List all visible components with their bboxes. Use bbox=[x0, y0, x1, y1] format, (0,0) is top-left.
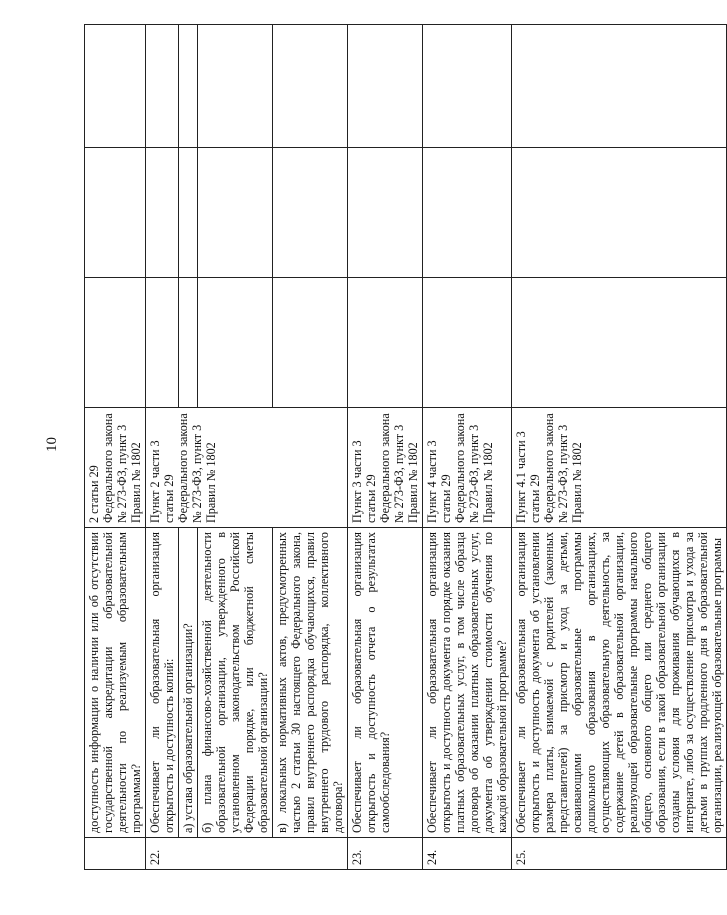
table-row bbox=[512, 25, 727, 870]
notes-cell bbox=[348, 25, 423, 148]
table-row bbox=[146, 25, 179, 870]
notes-cell bbox=[512, 25, 727, 148]
notes-cell bbox=[85, 25, 146, 148]
rotated-table-container bbox=[84, 25, 724, 870]
question-cell: Обеспечивает ли образовательная организация открытость и доступность документа об установлении размера платы, взимаемой с родителей (законных представителей) за присмотр и уход за детьми, осваивающими образовательные программы дошкольного образования в организациях, осуществляющих образовательную деятельность, за содержание детей в образовательной организации, реализующей образовательные программы начального общего, основного общего или среднего общего образования, если в такой образовательной организации созданы условия для проживания обучающихся в интернате, либо за осуществление присмотра и ухода за детьми в группах продленного дня в образовательной организации, реализующей образовательные программы bbox=[512, 528, 727, 838]
answer-yes-cell bbox=[423, 278, 512, 408]
answer-yes-cell bbox=[85, 278, 146, 408]
notes-cell bbox=[198, 25, 273, 148]
question-cell: а) устава образовательной организации? bbox=[179, 528, 198, 838]
answer-no-cell bbox=[423, 148, 512, 278]
reference-cell: Пункт 2 части 3 статьи 29 Федерального закона № 273-ФЗ, пункт 3 Правил № 1802 bbox=[146, 408, 348, 528]
answer-yes-cell bbox=[348, 278, 423, 408]
answer-no-cell bbox=[512, 148, 727, 278]
table-row bbox=[348, 25, 423, 870]
question-cell: в) локальных нормативных актов, предусмотренных частью 2 статьи 30 настоящего Федерального закона, правил внутреннего распорядка обучающихся, правил внутреннего трудового распорядка, коллективного договора? bbox=[273, 528, 348, 838]
answer-no-cell bbox=[348, 148, 423, 278]
answer-yes-cell bbox=[198, 278, 273, 408]
table-row bbox=[85, 25, 146, 870]
row-number: 22. bbox=[146, 838, 348, 870]
question-cell: Обеспечивает ли образовательная организация открытость и доступность копий: bbox=[146, 528, 179, 838]
notes-cell bbox=[146, 25, 179, 148]
reference-cell: 2 статьи 29 Федерального закона № 273-ФЗ, пункт 3 Правил № 1802 bbox=[85, 408, 146, 528]
answer-yes-cell bbox=[273, 278, 348, 408]
answer-no-cell bbox=[146, 148, 179, 278]
answer-no-cell bbox=[85, 148, 146, 278]
question-cell: доступность информации о наличии или об отсутствии государственной аккредитации образовательной деятельности по реализуемым образовательным программам? bbox=[85, 528, 146, 838]
page-number: 10 bbox=[44, 437, 60, 452]
row-number bbox=[85, 838, 146, 870]
notes-cell bbox=[423, 25, 512, 148]
row-number: 25. bbox=[512, 838, 727, 870]
reference-cell: Пункт 3 части 3 статьи 29 Федерального закона № 273-ФЗ, пункт 3 Правил № 1802 bbox=[348, 408, 423, 528]
question-cell: Обеспечивает ли образовательная организация открытость и доступность отчета о результатах самообследования? bbox=[348, 528, 423, 838]
answer-no-cell bbox=[179, 148, 198, 278]
notes-cell bbox=[179, 25, 198, 148]
answer-no-cell bbox=[198, 148, 273, 278]
notes-cell bbox=[273, 25, 348, 148]
answer-yes-cell bbox=[146, 278, 179, 408]
question-cell: б) плана финансово-хозяйственной деятельности образовательной организации, утвержденного в установленном законодательством Российской Федерации порядке, или бюджетной сметы образовательной организации? bbox=[198, 528, 273, 838]
inspection-checklist-table bbox=[84, 24, 727, 870]
table-row bbox=[423, 25, 512, 870]
question-cell: Обеспечивает ли образовательная организация открытость и доступность документа о порядке оказания платных образовательных услуг, в том числе образца договора об оказании платных образовательных услуг, документа об утверждении стоимости обучения по каждой образовательной программе? bbox=[423, 528, 512, 838]
answer-yes-cell bbox=[512, 278, 727, 408]
row-number: 23. bbox=[348, 838, 423, 870]
answer-no-cell bbox=[273, 148, 348, 278]
reference-cell: Пункт 4.1 части 3 статьи 29 Федерального закона № 273-ФЗ, пункт 3 Правил № 1802 bbox=[512, 408, 727, 528]
answer-yes-cell bbox=[179, 278, 198, 408]
reference-cell: Пункт 4 части 3 статьи 29 Федерального закона № 273-ФЗ, пункт 3 Правил № 1802 bbox=[423, 408, 512, 528]
row-number: 24. bbox=[423, 838, 512, 870]
